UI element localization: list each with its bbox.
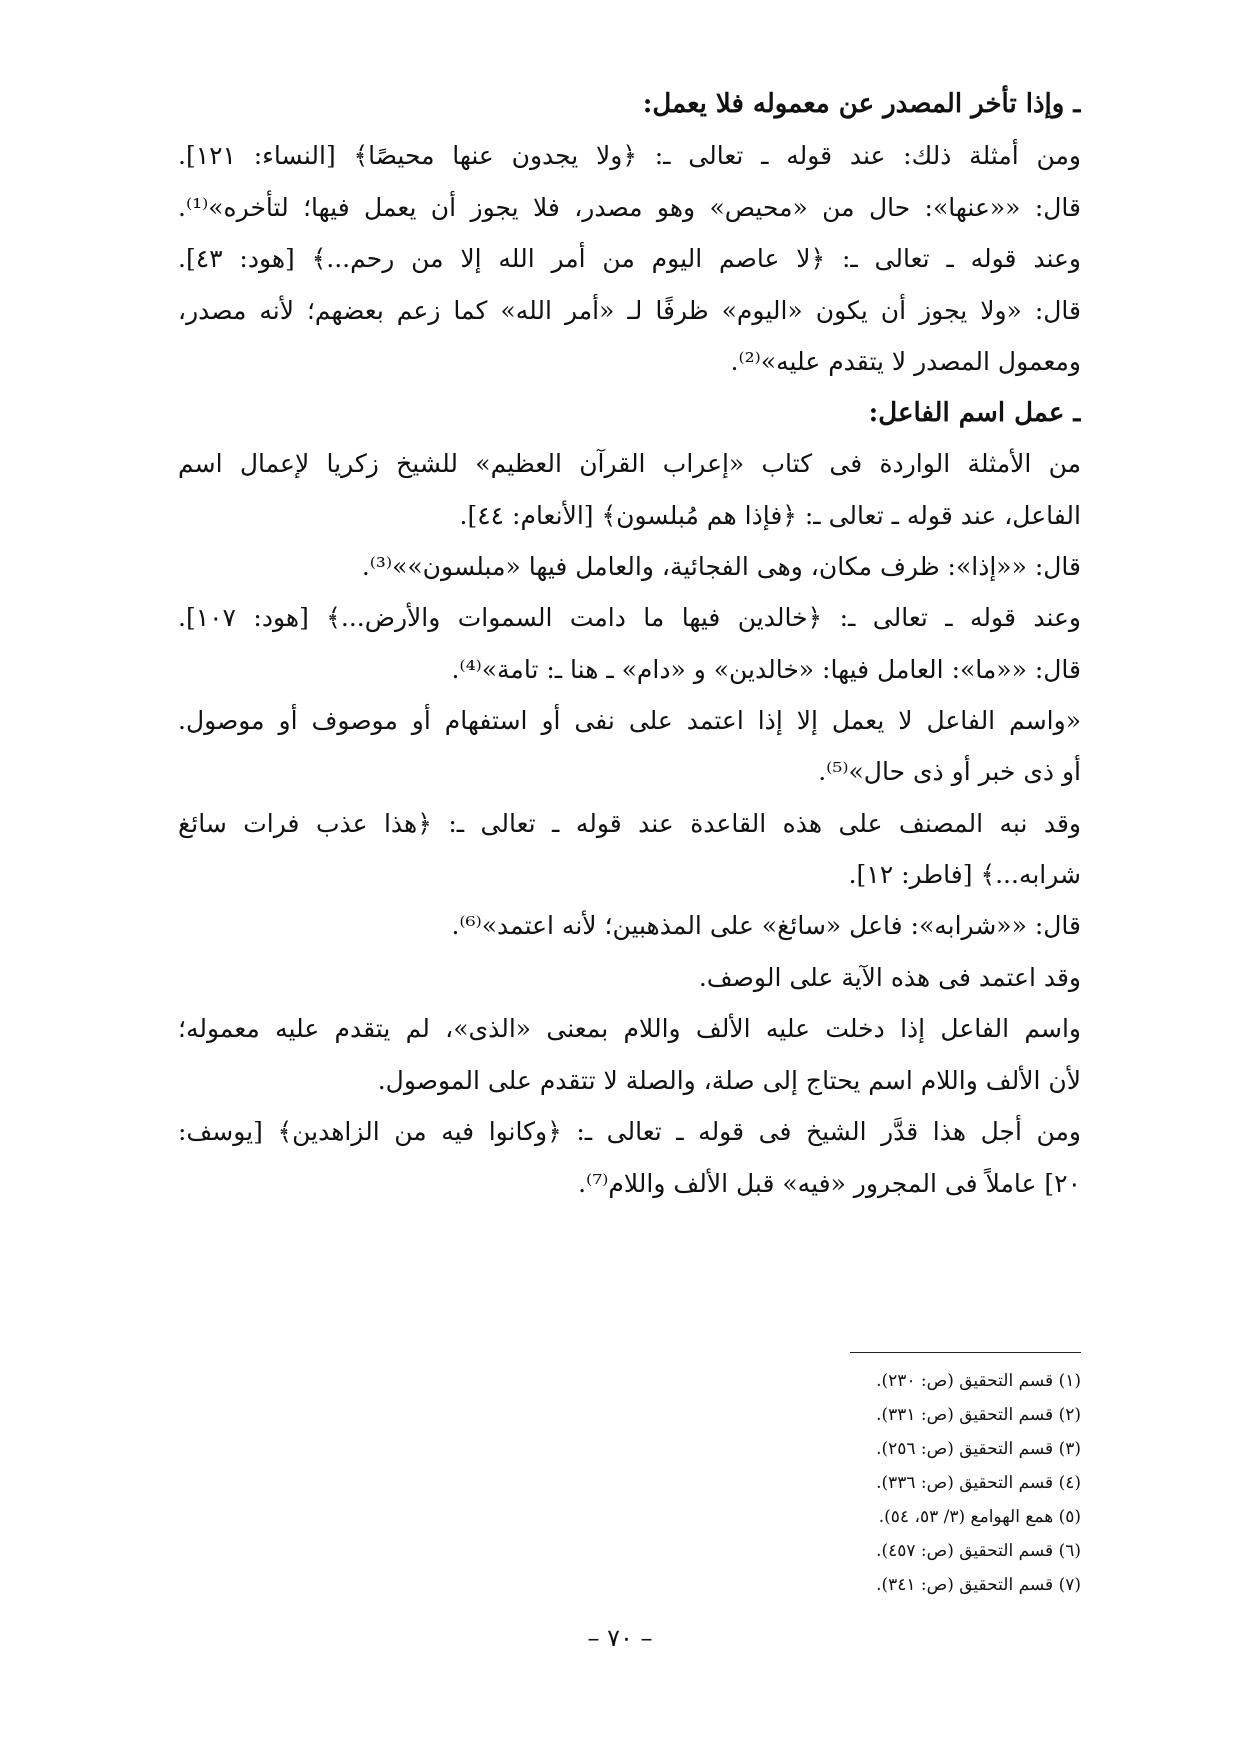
text-line: وعند قوله ـ تعالى ـ: ﴿خالدين فيها ما دامت السموات والأرض...﴾ [هود: ١٠٧]. — [178, 603, 1081, 632]
footnote: (٢) قسم التحقيق (ص: ٣٣١). — [876, 1405, 1081, 1425]
text-line: قال: ««عنها»: حال من «محيص» وهو مصدر، فلا يجوز أن يعمل فيها؛ لتأخره»⁽¹⁾. — [178, 193, 1081, 222]
text-line: ومعمول المصدر لا يتقدم عليه»⁽²⁾. — [730, 347, 1081, 376]
section-heading-masdar: ـ وإذا تأخر المصدر عن معموله فلا يعمل: — [642, 89, 1081, 119]
section-heading-ism-fail: ـ عمل اسم الفاعل: — [868, 398, 1081, 428]
footnote: (٣) قسم التحقيق (ص: ٢٥٦). — [876, 1439, 1081, 1459]
text-line: قال: ««ما»: العامل فيها: «خالدين» و «دام» ـ هنا ـ: تامة»⁽⁴⁾. — [451, 655, 1081, 684]
footnote-divider — [850, 1352, 1081, 1353]
text-line: وعند قوله ـ تعالى ـ: ﴿لا عاصم اليوم من أمر الله إلا من رحم...﴾ [هود: ٤٣]. — [178, 244, 1081, 273]
text-line: قال: ««إذا»: ظرف مكان، وهى الفجائية، والعامل فيها «مبلسون»»⁽³⁾. — [361, 552, 1081, 581]
footnote: (٤) قسم التحقيق (ص: ٣٣٦). — [876, 1473, 1081, 1493]
text-line: وقد نبه المصنف على هذه القاعدة عند قوله ـ تعالى ـ: ﴿هذا عذب فرات سائغ — [178, 809, 1081, 838]
text-line: لأن الألف واللام اسم يحتاج إلى صلة، والصلة لا تتقدم على الموصول. — [377, 1066, 1081, 1095]
footnote: (٦) قسم التحقيق (ص: ٤٥٧). — [876, 1541, 1081, 1561]
text-line: ومن أجل هذا قدَّر الشيخ فى قوله ـ تعالى ـ: ﴿وكانوا فيه من الزاهدين﴾ [يوسف: — [178, 1117, 1081, 1146]
text-line: شرابه...﴾ [فاطر: ١٢]. — [848, 860, 1081, 889]
text-line: الفاعل، عند قوله ـ تعالى ـ: ﴿فإذا هم مُبلسون﴾ [الأنعام: ٤٤]. — [459, 501, 1081, 530]
text-line: ومن أمثلة ذلك: عند قوله ـ تعالى ـ: ﴿ولا يجدون عنها محيصًا﴾ [النساء: ١٢١]. — [178, 141, 1081, 170]
page-number: – ٧٠ – — [587, 1624, 653, 1652]
text-line: من الأمثلة الواردة فى كتاب «إعراب القرآن العظيم» للشيخ زكريا لإعمال اسم — [178, 449, 1081, 478]
text-line: أو ذى خبر أو ذى حال»⁽⁵⁾. — [818, 757, 1081, 786]
text-line: قال: «ولا يجوز أن يكون «اليوم» ظرفًا لـ «أمر الله» كما زعم بعضهم؛ لأنه مصدر، — [178, 296, 1081, 325]
text-line: «واسم الفاعل لا يعمل إلا إذا اعتمد على نفى أو استفهام أو موصوف أو موصول. — [178, 706, 1081, 735]
footnote: (١) قسم التحقيق (ص: ٢٣٠). — [876, 1371, 1081, 1391]
footnote: (٥) همع الهوامع (٣/ ٥٣، ٥٤). — [878, 1507, 1081, 1527]
text-line: قال: ««شرابه»: فاعل «سائغ» على المذهبين؛ لأنه اعتمد»⁽⁶⁾. — [451, 911, 1081, 940]
footnote: (٧) قسم التحقيق (ص: ٣٤١). — [876, 1575, 1081, 1595]
text-line: واسم الفاعل إذا دخلت عليه الألف واللام بمعنى «الذى»، لم يتقدم عليه معموله؛ — [178, 1014, 1081, 1043]
text-line: ٢٠] عاملاً فى المجرور «فيه» قبل الألف واللام⁽⁷⁾. — [578, 1169, 1081, 1198]
text-line: وقد اعتمد فى هذه الآية على الوصف. — [698, 963, 1081, 992]
